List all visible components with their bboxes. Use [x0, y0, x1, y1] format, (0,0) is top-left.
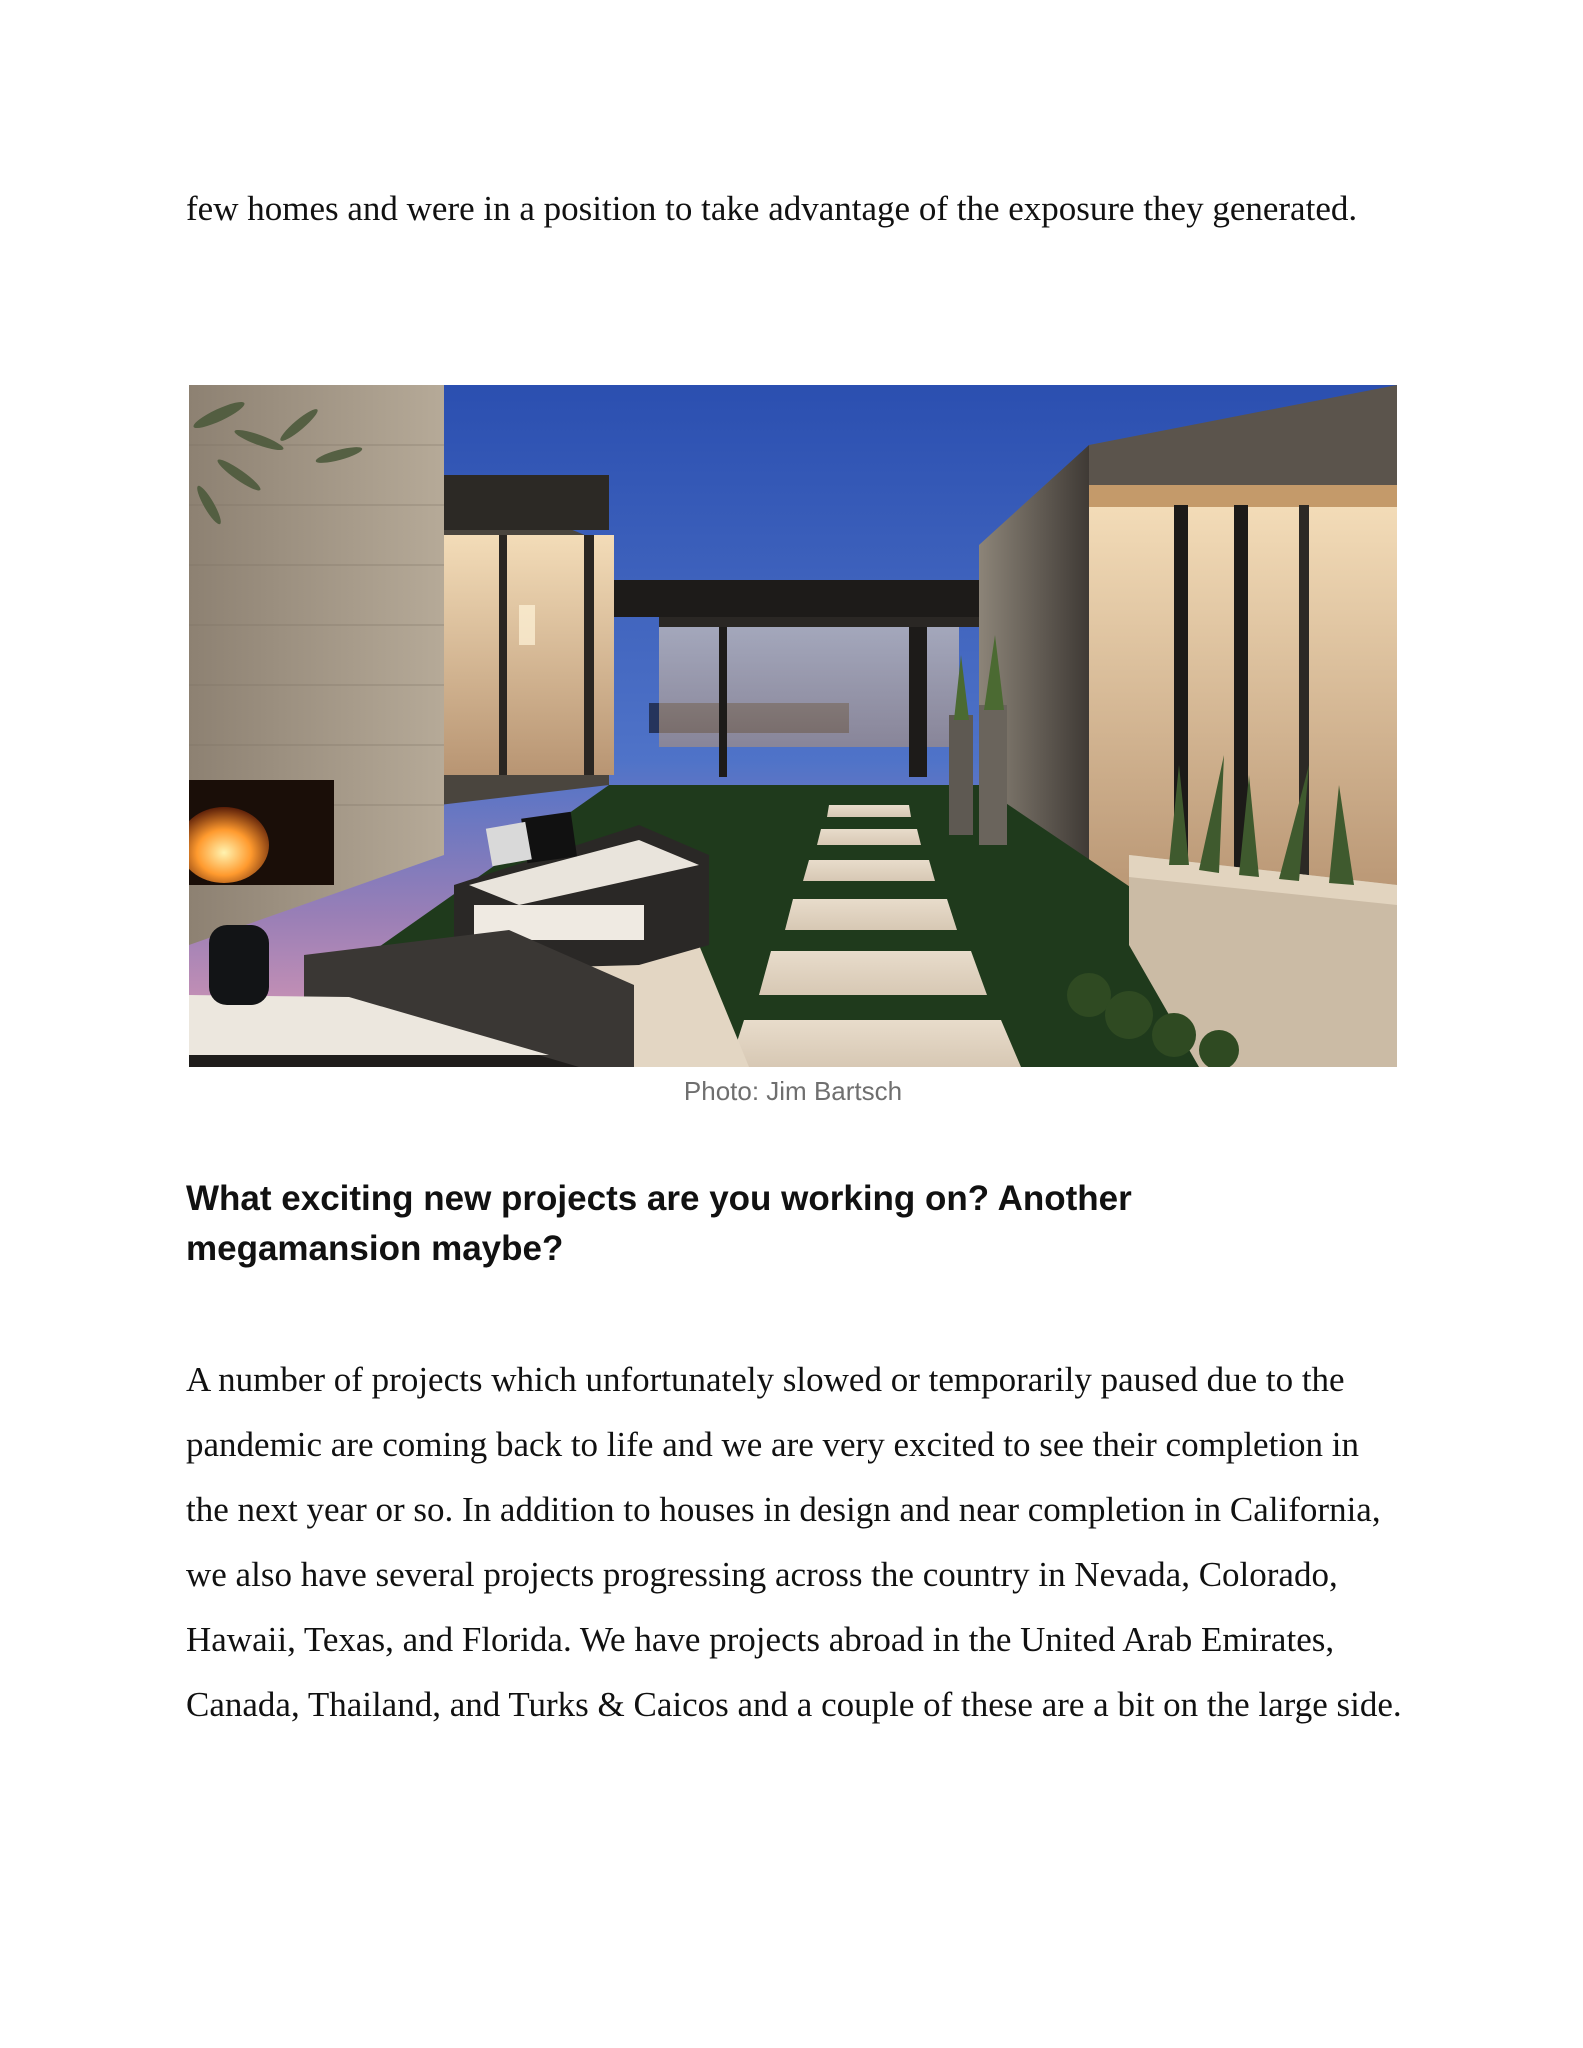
answer-paragraph: A number of projects which unfortunately slowed or temporarily paused due to the pandemic are coming back to life and we are very excited to see their completion in the next year or so. In addition to houses in design and near completion in California, we also have several projects progressing across the country in Nevada, Colorado, Hawaii, Texas, and Florida. We have projects abroad in the United Arab Emirates, Canada, Thailand, and Turks & Caicos and a couple of these are a bit on the large side. — [186, 1360, 1402, 1724]
interview-question: What exciting new projects are you working on? Another megamansion maybe? — [186, 1179, 1132, 1268]
house-photo — [189, 385, 1397, 1067]
intro-paragraph: few homes and were in a position to take advantage of the exposure they generated. — [186, 189, 1358, 228]
photo-caption: Photo: Jim Bartsch — [683, 1076, 903, 1106]
